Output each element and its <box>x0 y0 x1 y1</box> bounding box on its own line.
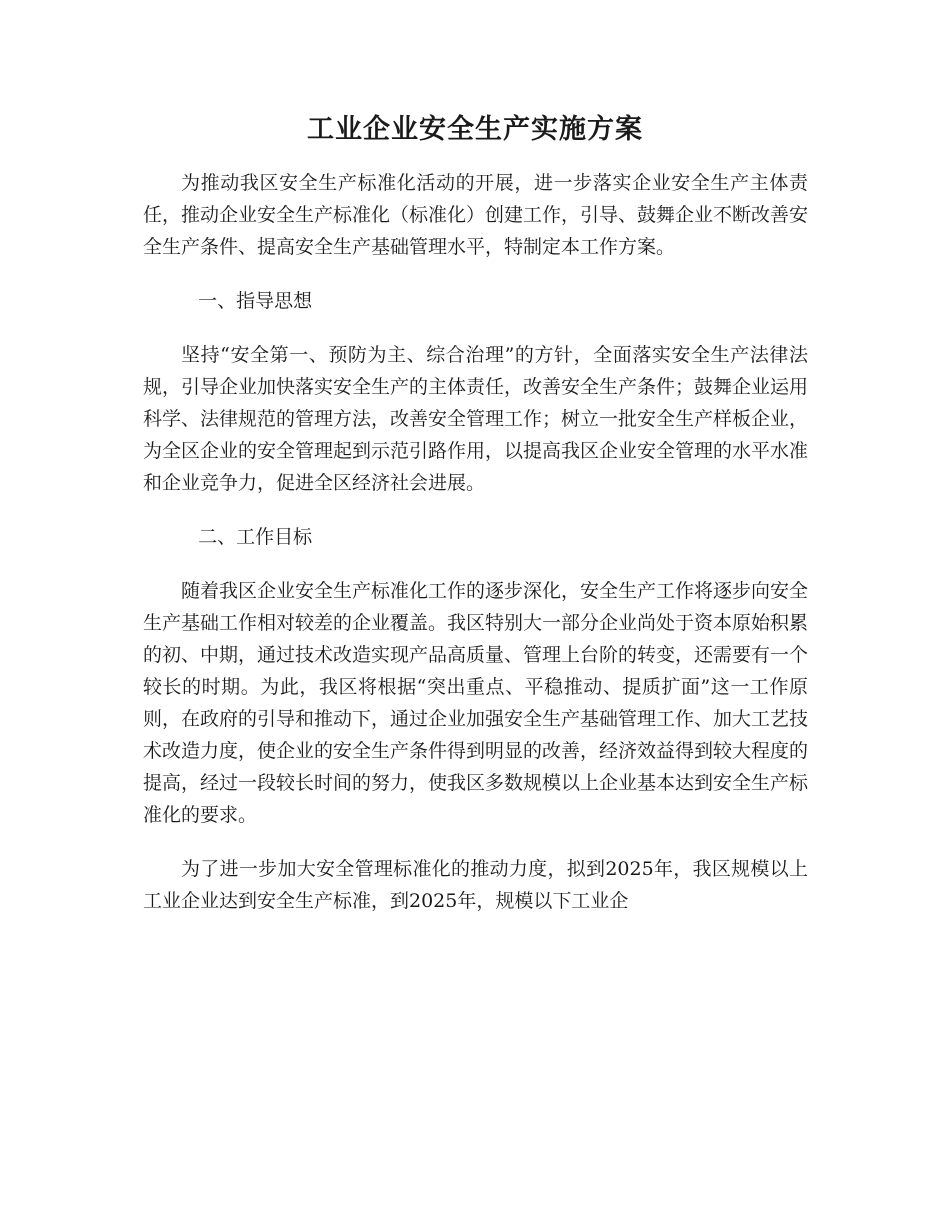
section-heading-work-goals: 二、工作目标 <box>198 526 313 548</box>
document-title: 工业企业安全生产实施方案 <box>307 114 643 145</box>
targets-paragraph: 为了进一步加大安全管理标准化的推动力度，拟到2025年，我区规模以上工业企业达到安全生产标准，到2025年，规模以下工业企 <box>143 858 808 912</box>
guiding-ideology-paragraph: 坚持“安全第一、预防为主、综合治理”的方针，全面落实安全生产法律法规，引导企业加快落实安全生产的主体责任，改善安全生产条件；鼓舞企业运用科学、法律规范的管理方法，改善安全管理工作；树立一批安全生产样板企业，为全区企业的安全管理起到示范引路作用，以提高我区企业安全管理的水平水准和企业竞争力，促进全区经济社会进展。 <box>143 344 809 494</box>
work-goals-paragraph: 随着我区企业安全生产标准化工作的逐步深化，安全生产工作将逐步向安全生产基础工作相对较差的企业覆盖。我区特别大一部分企业尚处于资本原始积累的初、中期，通过技术改造实现产品高质量、管理上台阶的转变，还需要有一个较长的时期。为此，我区将根据“突出重点、平稳推动、提质扩面”这一工作原则，在政府的引导和推动下，通过企业加强安全生产基础管理工作、加大工艺技术改造力度，使企业的安全生产条件得到明显的改善，经济效益得到较大程度的提高，经过一段较长时间的努力，使我区多数规模以上企业基本达到安全生产标准化的要求。 <box>143 580 809 826</box>
document-body <box>143 167 808 917</box>
intro-paragraph: 为推动我区安全生产标准化活动的开展，进一步落实企业安全生产主体责任，推动企业安全生产标准化（标准化）创建工作，引导、鼓舞企业不断改善安全生产条件、提高安全生产基础管理水平，特制定本工作方案。 <box>143 172 809 258</box>
section-heading-guiding-ideology: 一、指导思想 <box>198 290 313 312</box>
